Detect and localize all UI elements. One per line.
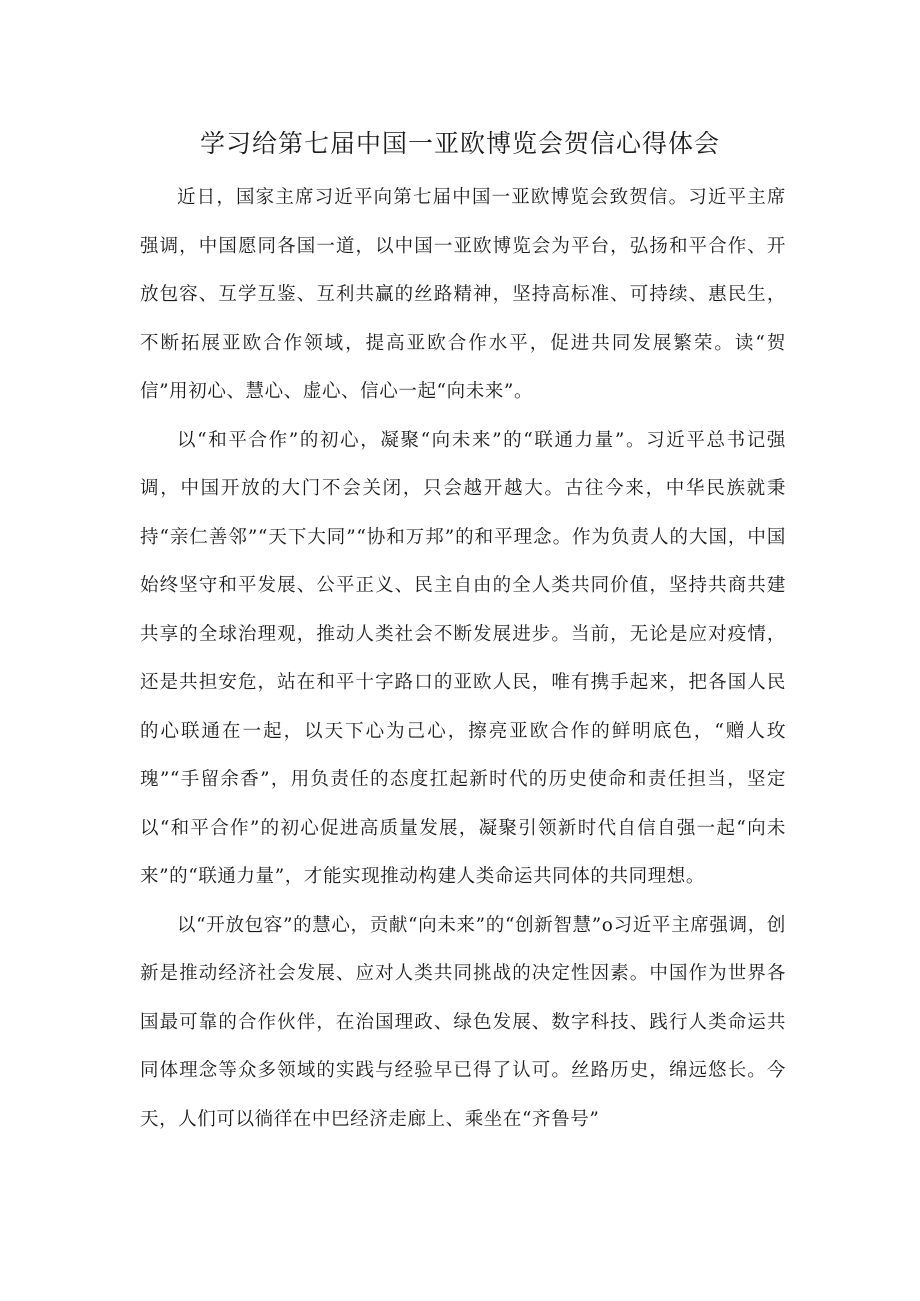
paragraph-peace-cooperation: 以“和平合作”的初心，凝聚“向未来”的“联通力量”。习近平总书记强调，中国开放的大门不会关闭，只会越开越大。古往今来，中华民族就秉持“亲仁善邻”“天下大同”“协和万邦”的和平理念。作为负责人的大国，中国始终坚守和平发展、公平正义、民主自由的全人类共同价值，坚持共商共建共享的全球治理观，推动人类社会不断发展进步。当前，无论是应对疫情，还是共担安危，站在和平十字路口的亚欧人民，唯有携手起来，把各国人民的心联通在一起，以天下心为己心，擦亮亚欧合作的鲜明底色，“赠人玫瑰”“手留余香”，用负责任的态度扛起新时代的历史使命和责任担当，坚定以“和平合作”的初心促进高质量发展，凝聚引领新时代自信自强一起“向未来”的“联通力量”，才能实现推动构建人类命运共同体的共同理想。	[140, 429, 786, 887]
document-body	[140, 174, 786, 1144]
document-title: 学习给第七届中国一亚欧博览会贺信心得体会	[199, 129, 720, 158]
paragraph-openness-inclusiveness: 以“开放包容”的慧心，贡献“向未来”的“创新智慧”o习近平主席强调，创新是推动经济社会发展、应对人类共同挑战的决定性因素。中国作为世界各国最可靠的合作伙伴，在治国理政、绿色发展、数字科技、践行人类命运共同体理念等众多领域的实践与经验早已得了认可。丝路历史，绵远悠长。今天，人们可以徜徉在中巴经济走廊上、乘坐在“齐鲁号”	[140, 914, 786, 1130]
paragraph-intro: 近日，国家主席习近平向第七届中国一亚欧博览会致贺信。习近平主席强调，中国愿同各国一道，以中国一亚欧博览会为平台，弘扬和平合作、开放包容、互学互鉴、互利共赢的丝路精神，坚持高标准、可持续、惠民生，不断拓展亚欧合作领域，提高亚欧合作水平，促进共同发展繁荣。读“贺信”用初心、慧心、虚心、信心一起“向未来”。	[140, 187, 786, 402]
